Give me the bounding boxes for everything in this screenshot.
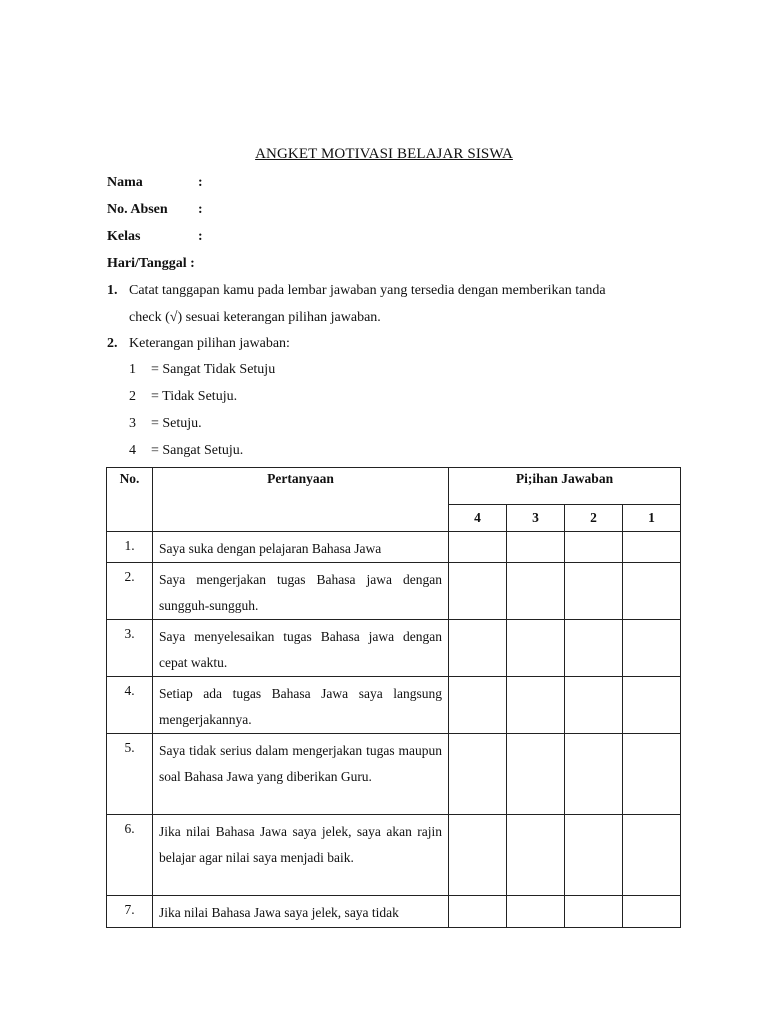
table-row (107, 563, 681, 620)
option-number: 4 (129, 443, 136, 458)
questionnaire-table (106, 467, 681, 928)
table-row (107, 532, 681, 563)
option-number: 1 (129, 362, 136, 377)
table-row (107, 620, 681, 677)
header-answer: Pi;ihan Jawaban (449, 468, 681, 505)
answer-cell-4[interactable] (449, 815, 507, 896)
field-colon: : (198, 175, 203, 190)
header-score-2: 2 (565, 505, 623, 532)
answer-cell-4[interactable] (449, 620, 507, 677)
answer-cell-1[interactable] (623, 815, 681, 896)
row-number: 2. (107, 563, 153, 620)
option-text: = Sangat Setuju. (151, 443, 244, 458)
answer-cell-4[interactable] (449, 563, 507, 620)
answer-cell-1[interactable] (623, 734, 681, 815)
header-score-3: 3 (507, 505, 565, 532)
answer-cell-2[interactable] (565, 734, 623, 815)
option-text: = Tidak Setuju. (151, 389, 238, 404)
table-row (107, 734, 681, 815)
row-question: Setiap ada tugas Bahasa Jawa saya langsung mengerjakannya. (153, 677, 449, 734)
instruction-1 (107, 283, 667, 333)
answer-cell-4[interactable] (449, 532, 507, 563)
table-row (107, 896, 681, 928)
answer-cell-4[interactable] (449, 896, 507, 928)
row-number: 6. (107, 815, 153, 896)
instruction-number: 1. (107, 283, 118, 298)
instruction-text-cont: check (√) sesuai keterangan pilihan jawaban. (129, 310, 381, 325)
row-question: Jika nilai Bahasa Jawa saya jelek, saya tidak (153, 896, 449, 928)
option-item (129, 443, 243, 459)
answer-cell-3[interactable] (507, 532, 565, 563)
field-label: Hari/Tanggal : (107, 256, 195, 271)
row-number: 7. (107, 896, 153, 928)
answer-cell-1[interactable] (623, 620, 681, 677)
header-score-1: 1 (623, 505, 681, 532)
field-colon: : (198, 202, 203, 217)
instruction-text: Keterangan pilihan jawaban: (129, 336, 290, 351)
option-item (129, 416, 202, 432)
instruction-number: 2. (107, 336, 118, 351)
answer-cell-2[interactable] (565, 532, 623, 563)
page-title: ANGKET MOTIVASI BELAJAR SISWA (255, 146, 513, 162)
answer-cell-1[interactable] (623, 532, 681, 563)
answer-cell-2[interactable] (565, 620, 623, 677)
answer-cell-4[interactable] (449, 734, 507, 815)
answer-cell-1[interactable] (623, 677, 681, 734)
table-row (107, 677, 681, 734)
field-nama (107, 175, 203, 191)
answer-cell-3[interactable] (507, 734, 565, 815)
field-label: No. Absen (107, 202, 168, 217)
field-label: Kelas (107, 229, 141, 244)
header-question: Pertanyaan (153, 468, 449, 532)
answer-cell-3[interactable] (507, 677, 565, 734)
header-no: No. (107, 468, 153, 532)
row-question: Jika nilai Bahasa Jawa saya jelek, saya akan rajin belajar agar nilai saya menjadi baik. (153, 815, 449, 896)
row-number: 3. (107, 620, 153, 677)
answer-cell-3[interactable] (507, 563, 565, 620)
row-number: 5. (107, 734, 153, 815)
answer-cell-2[interactable] (565, 677, 623, 734)
answer-cell-3[interactable] (507, 896, 565, 928)
option-number: 3 (129, 416, 136, 431)
option-text: = Sangat Tidak Setuju (151, 362, 276, 377)
answer-cell-3[interactable] (507, 815, 565, 896)
row-question: Saya suka dengan pelajaran Bahasa Jawa (153, 532, 449, 563)
field-kelas (107, 229, 203, 245)
option-text: = Setuju. (151, 416, 202, 431)
row-question: Saya menyelesaikan tugas Bahasa jawa dengan cepat waktu. (153, 620, 449, 677)
row-number: 4. (107, 677, 153, 734)
header-score-4: 4 (449, 505, 507, 532)
option-item (129, 389, 237, 405)
row-number: 1. (107, 532, 153, 563)
table-row (107, 815, 681, 896)
answer-cell-3[interactable] (507, 620, 565, 677)
instruction-2 (107, 336, 667, 356)
option-number: 2 (129, 389, 136, 404)
field-label: Nama (107, 175, 143, 190)
answer-cell-2[interactable] (565, 896, 623, 928)
answer-cell-1[interactable] (623, 563, 681, 620)
answer-cell-2[interactable] (565, 563, 623, 620)
option-item (129, 362, 275, 378)
answer-cell-2[interactable] (565, 815, 623, 896)
row-question: Saya tidak serius dalam mengerjakan tugas maupun soal Bahasa Jawa yang diberikan Guru. (153, 734, 449, 815)
field-hari-tanggal (107, 256, 195, 272)
row-question: Saya mengerjakan tugas Bahasa jawa dengan sungguh-sungguh. (153, 563, 449, 620)
answer-cell-4[interactable] (449, 677, 507, 734)
field-no-absen (107, 202, 203, 218)
instruction-text: Catat tanggapan kamu pada lembar jawaban yang tersedia dengan memberikan tanda (129, 283, 606, 298)
answer-cell-1[interactable] (623, 896, 681, 928)
field-colon: : (198, 229, 203, 244)
